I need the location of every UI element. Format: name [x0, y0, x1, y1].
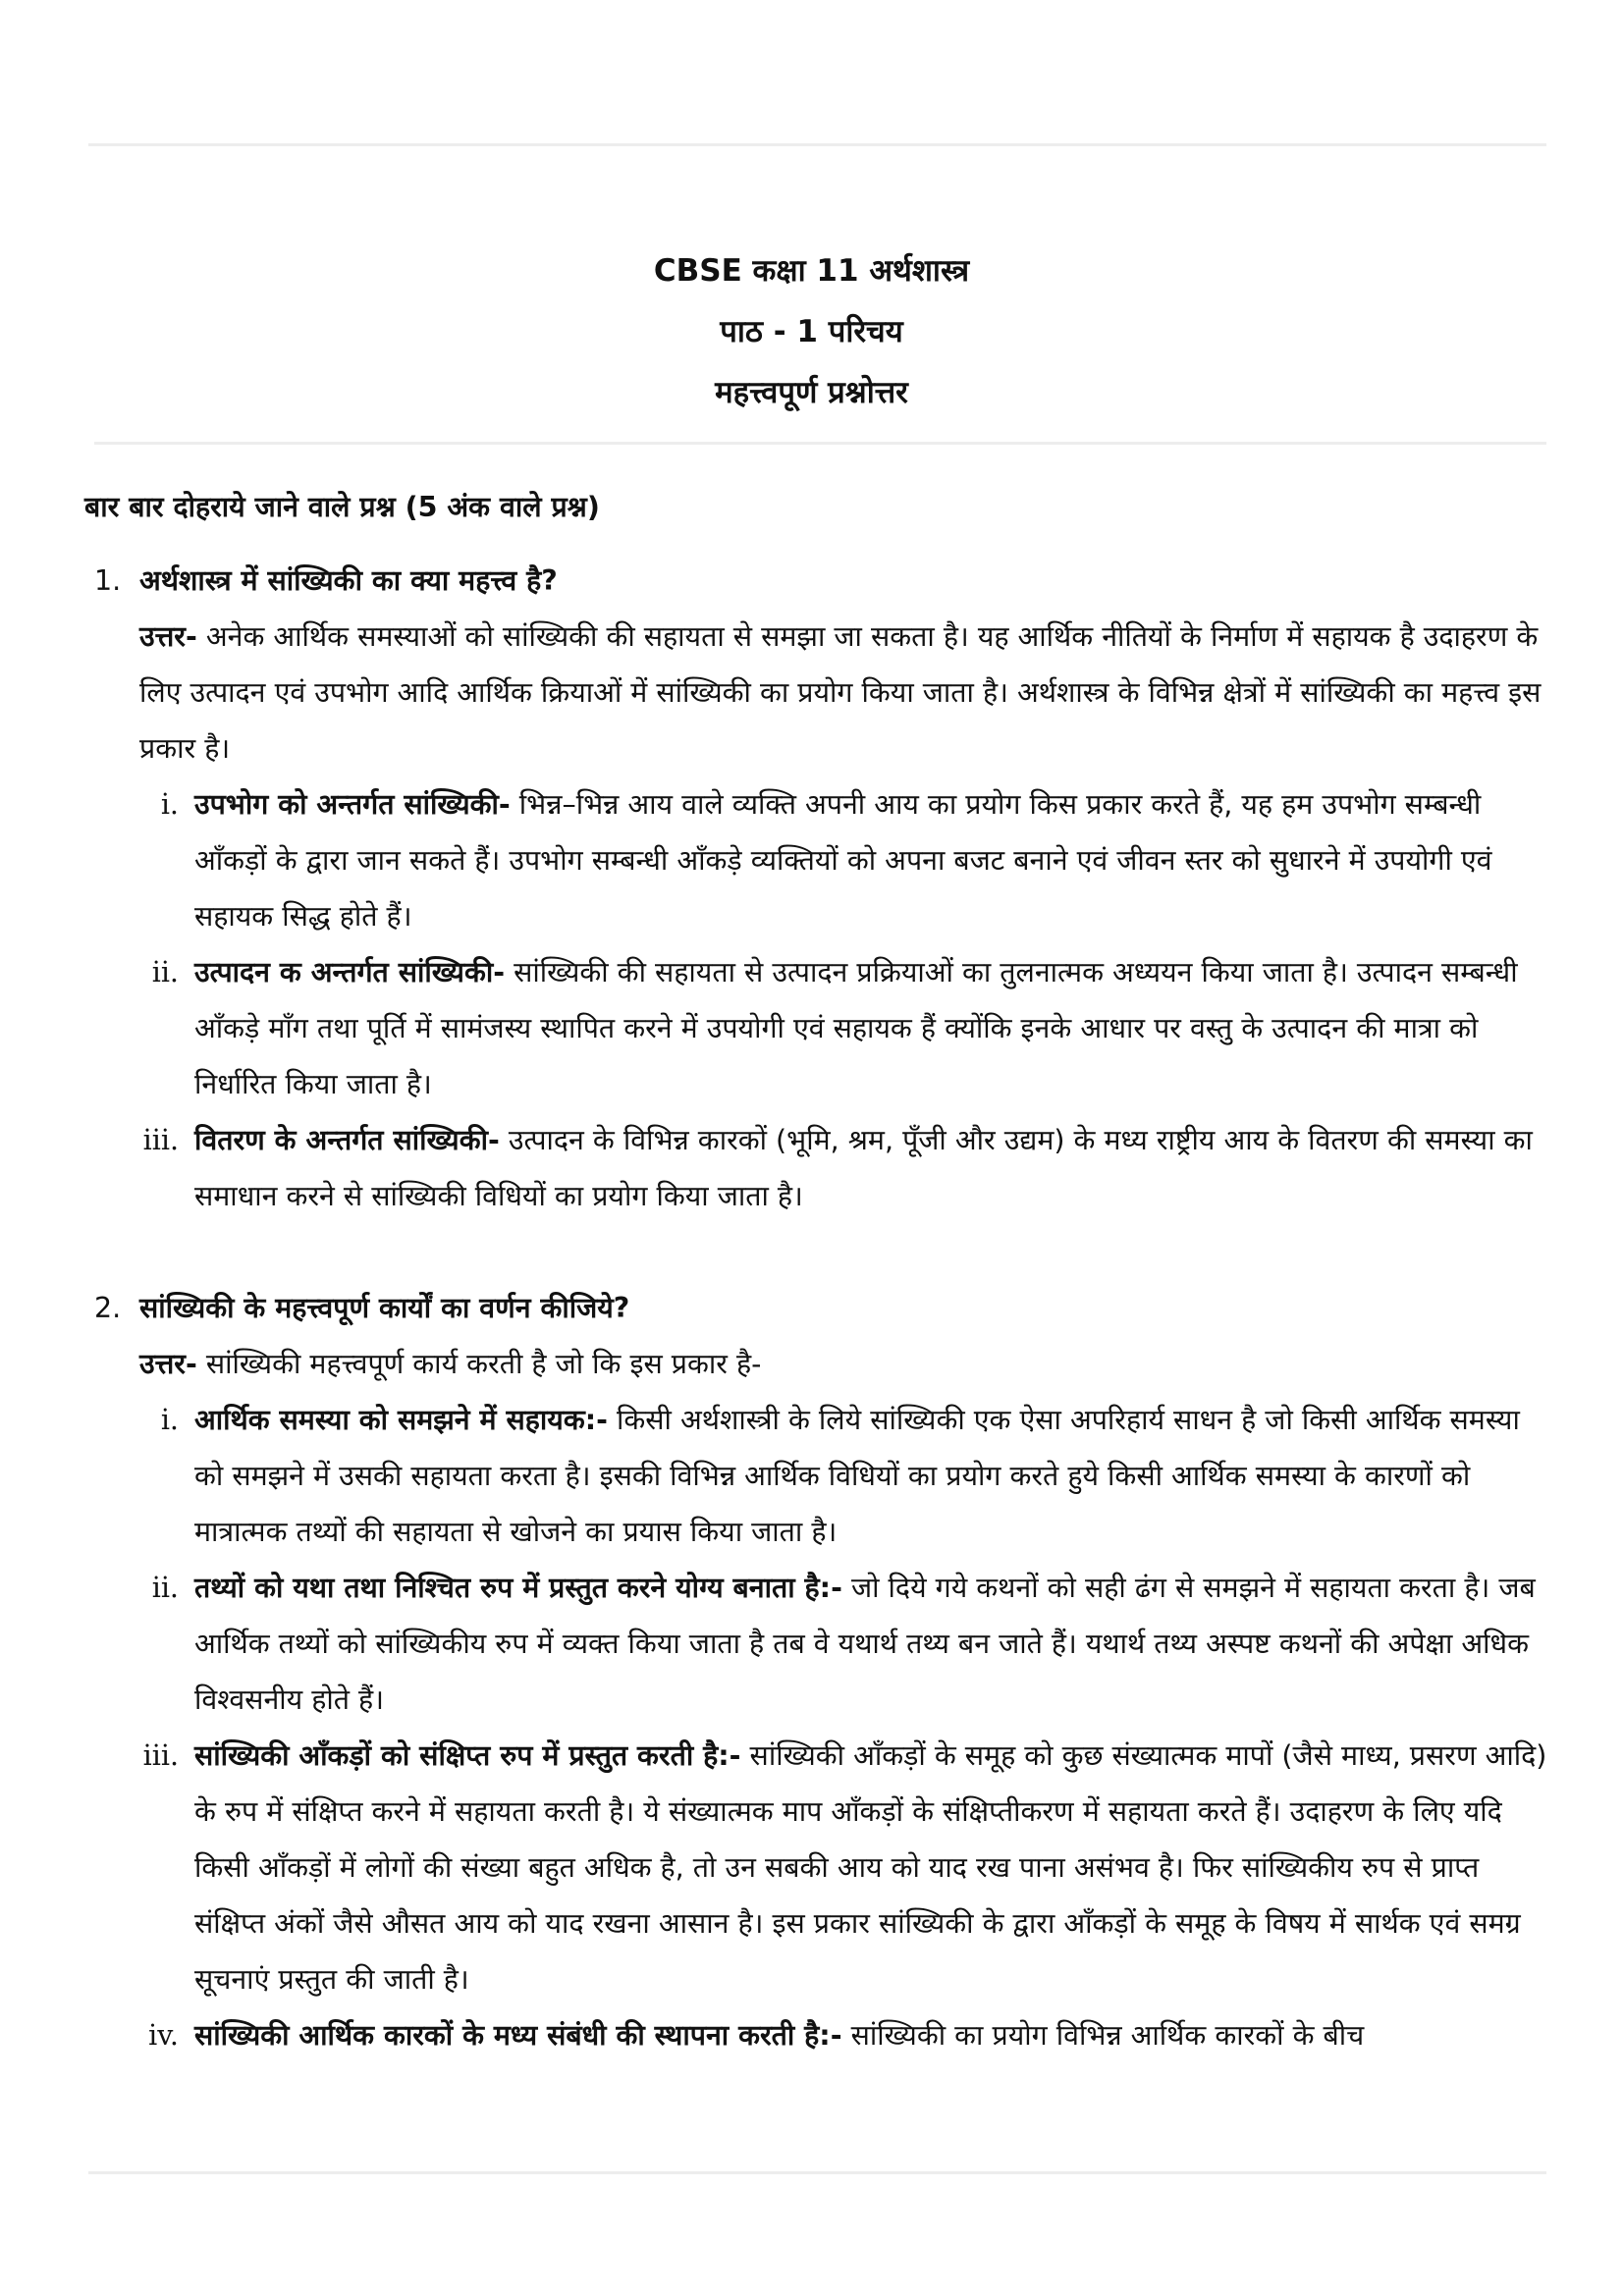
header-chapter: पाठ - 1 परिचय — [720, 314, 903, 349]
list-item — [139, 1560, 1557, 1728]
item-text: सांख्यिकी आँकड़ों के समूह को कुछ संख्यात्मक मापों (जैसे माध्य, प्रसरण आदि) के रुप में संक्षिप्त करने में सहायता करती है। ये संख्यात्मक माप आँकड़ों के संक्षिप्तीकरण में सहायता करते हैं। उदाहरण के लिए यदि किसी आँकड़ों में लोगों की संख्या बहुत अधिक है, तो उन सबकी आय को याद रख पाना असंभव है। फिर सांख्यिकीय रुप से प्राप्त संक्षिप्त अंकों जैसे औसत आय को याद रखना आसान है। इस प्रकार सांख्यिकी के द्वारा आँकड़ों के समूह के विषय में सार्थक एवं समग्र सूचनाएं प्रस्तुत की जाती है। — [194, 1739, 1547, 1996]
item-text: किसी अर्थशास्त्री के लिये सांख्यिकी एक ऐसा अपरिहार्य साधन है जो किसी आर्थिक समस्या को समझने में उसकी सहायता करता है। इसकी विभिन्न आर्थिक विधियों का प्रयोग करते हुये किसी आर्थिक समस्या के कारणों को मात्रात्मक तथ्यों की सहायता से खोजने का प्रयास किया जाता है। — [194, 1404, 1520, 1548]
top-divider — [88, 143, 1546, 146]
item-heading: उत्पादन क अन्तर्गत सांख्यिकी- — [194, 956, 506, 988]
document-header — [0, 240, 1623, 423]
list-item — [139, 2007, 1557, 2063]
answer-text: सांख्यिकी महत्त्वपूर्ण कार्य करती है जो कि इस प्रकार है- — [196, 1348, 762, 1380]
question-title: सांख्यिकी के महत्त्वपूर्ण कार्यों का वर्णन कीजिये? — [139, 1292, 630, 1324]
item-text: उत्पादन के विभिन्न कारकों (भूमि, श्रम, पूँजी और उद्यम) के मध्य राष्ट्रीय आय के वितरण की समस्या का समाधान करने से सांख्यिकी विधियों का प्रयोग किया जाता है। — [194, 1124, 1533, 1212]
answer-text: अनेक आर्थिक समस्याओं को सांख्यिकी की सहायता से समझा जा सकता है। यह आर्थिक नीतियों के निर्माण में सहायक है उदाहरण के लिए उत्पादन एवं उपभोग आदि आर्थिक क्रियाओं में सांख्यिकी का प्रयोग किया जाता है। अर्थशास्त्र के विभिन्न क्षेत्रों में सांख्यिकी का महत्त्व इस प्रकार है। — [139, 620, 1542, 765]
question-2 — [84, 1280, 1557, 2063]
item-text: सांख्यिकी का प्रयोग विभिन्न आर्थिक कारकों के बीच — [841, 2019, 1365, 2052]
question-number: 2. — [94, 1292, 122, 1324]
list-item — [139, 1112, 1557, 1224]
list-item — [139, 944, 1557, 1112]
question-number: 1. — [94, 564, 122, 597]
item-text: सांख्यिकी की सहायता से उत्पादन प्रक्रियाओं का तुलनात्मक अध्ययन किया जाता है। उत्पादन सम्बन्धी आँकड़े माँग तथा पूर्ति में सामंजस्य स्थापित करने में उपयोगी एवं सहायक हैं क्योंकि इनके आधार पर वस्तु के उत्पादन की मात्रा को निर्धारित किया जाता है। — [194, 956, 1518, 1100]
bottom-divider — [88, 2171, 1546, 2174]
item-heading: उपभोग को अन्तर्गत सांख्यिकी- — [194, 788, 511, 821]
section-intro: बार बार दोहराये जाने वाले प्रश्न (5 अंक वाले प्रश्न) — [84, 491, 600, 523]
item-text: जो दिये गये कथनों को सही ढंग से समझने में सहायता करता है। जब आर्थिक तथ्यों को सांख्यिकीय रुप में व्यक्त किया जाता है तब वे यथार्थ तथ्य बन जाते हैं। यथार्थ तथ्य अस्पष्ट कथनों की अपेक्षा अधिक विश्वसनीय होते हैं। — [194, 1572, 1536, 1716]
list-item — [139, 1728, 1557, 2007]
item-number: iv. — [148, 2019, 179, 2052]
item-heading: तथ्यों को यथा तथा निश्चित रुप में प्रस्तुत करने योग्य बनाता है:- — [194, 1572, 842, 1604]
item-heading: आर्थिक समस्या को समझने में सहायक:- — [194, 1404, 608, 1436]
answer — [139, 609, 1557, 776]
document-body — [84, 479, 1557, 2063]
list-item — [139, 1392, 1557, 1560]
question-title: अर्थशास्त्र में सांख्यिकी का क्या महत्त्व है? — [139, 564, 558, 597]
item-heading: सांख्यिकी आर्थिक कारकों के मध्य संबंधी की स्थापना करती है:- — [194, 2019, 842, 2052]
header-title: CBSE कक्षा 11 अर्थशास्त्र — [653, 253, 970, 289]
item-number: iii. — [142, 1124, 179, 1156]
item-number: i. — [160, 788, 179, 821]
question-1 — [84, 553, 1557, 1224]
item-heading: सांख्यिकी आँकड़ों को संक्षिप्त रुप में प्रस्तुत करती है:- — [194, 1739, 741, 1772]
answer-label: उत्तर- — [139, 1348, 197, 1380]
header-divider — [94, 442, 1546, 445]
answer — [139, 1336, 1557, 1392]
header-subtitle: महत्त्वपूर्ण प्रश्नोत्तर — [715, 375, 908, 410]
item-heading: वितरण के अन्तर्गत सांख्यिकी- — [194, 1124, 500, 1156]
item-number: ii. — [151, 956, 179, 988]
item-text: भिन्न–भिन्न आय वाले व्यक्ति अपनी आय का प्रयोग किस प्रकार करते हैं, यह हम उपभोग सम्बन्धी आँकड़ों के द्वारा जान सकते हैं। उपभोग सम्बन्धी आँकड़े व्यक्तियों को अपना बजट बनाने एवं जीवन स्तर को सुधारने में उपयोगी एवं सहायक सिद्ध होते हैं। — [194, 788, 1492, 933]
list-item — [139, 776, 1557, 944]
answer-label: उत्तर- — [139, 620, 197, 653]
item-number: i. — [160, 1404, 179, 1436]
item-number: iii. — [142, 1739, 179, 1772]
item-number: ii. — [151, 1572, 179, 1604]
